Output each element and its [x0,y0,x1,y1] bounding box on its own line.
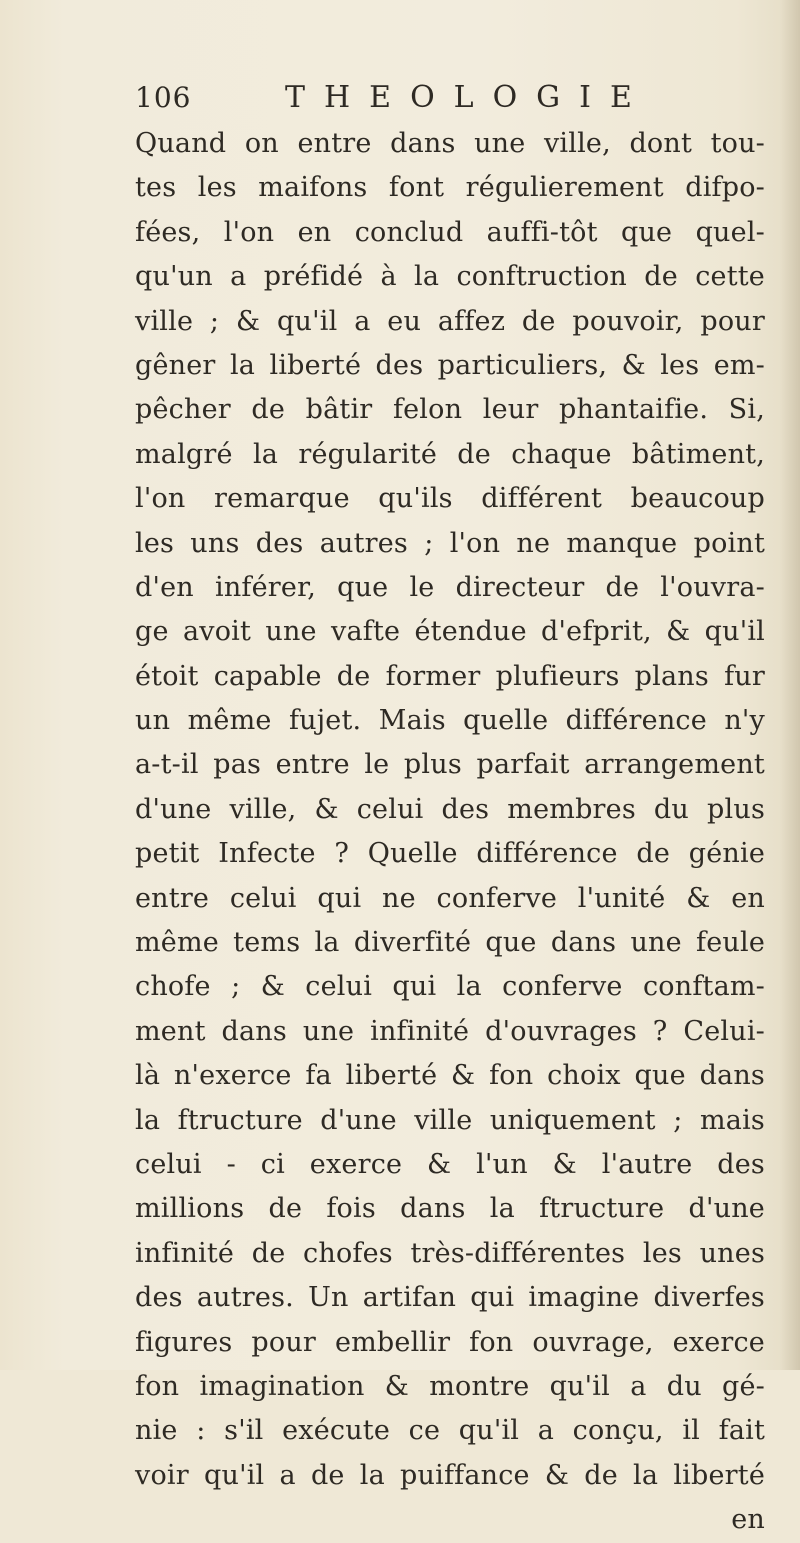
text-line: celui - ci exerce & l'un & l'autre des [135,1148,765,1180]
text-line: millions de fois dans la ftructure d'une [135,1193,765,1225]
text-line: petit Infecte ? Quelle différence de génie [135,838,765,870]
text-line: là n'exerce fa liberté & fon choix que dans [135,1060,765,1092]
text-line: un même fujet. Mais quelle différence n'y [135,705,765,737]
text-line: infinité de chofes très-différentes les unes [135,1237,765,1269]
text-line: figures pour embellir fon ouvrage, exerce [135,1326,765,1358]
running-head: THEOLOGIE [285,80,651,115]
text-line: des autres. Un artifan qui imagine diverfes [135,1282,765,1314]
text-line: ge avoit une vafte étendue d'efprit, & qu'il [135,616,765,648]
text-line: malgré la régularité de chaque bâtiment, [135,438,765,470]
text-line: même tems la diverfité que dans une feule [135,927,765,959]
text-line: les uns des autres ; l'on ne manque point [135,527,765,559]
text-line: gêner la liberté des particuliers, & les em- [135,349,765,381]
text-line: ment dans une infinité d'ouvrages ? Celui- [135,1015,765,1047]
text-line: qu'un a préfidé à la conftruction de cette [135,261,765,293]
page-edge-shadow [780,0,800,1370]
text-line: étoit capable de former plufieurs plans fur [135,660,765,692]
text-line: a-t-il pas entre le plus parfait arrangement [135,749,765,781]
text-line: d'en inférer, que le directeur de l'ouvra- [135,571,765,603]
catchword: en [731,1504,765,1536]
text-line: ville ; & qu'il a eu affez de pouvoir, pour [135,305,765,337]
text-line: d'une ville, & celui des membres du plus [135,793,765,825]
text-line: nie : s'il exécute ce qu'il a conçu, il fait [135,1415,765,1447]
page-header [135,78,655,118]
text-line: l'on remarque qu'ils différent beaucoup [135,483,765,515]
text-line: fon imagination & montre qu'il a du gé- [135,1370,765,1402]
page-number: 106 [135,81,192,114]
text-line: pêcher de bâtir felon leur phantaifie. Si, [135,394,765,426]
text-line: voir qu'il a de la puiffance & de la liberté [135,1459,765,1491]
text-line: Quand on entre dans une ville, dont tou- [135,128,765,159]
body-text [135,122,765,1543]
text-line: chofe ; & celui qui la conferve conftam- [135,971,765,1003]
text-line: tes les maifons font régulierement difpo- [135,172,765,204]
text-line: la ftructure d'une ville uniquement ; mais [135,1104,765,1136]
text-line: entre celui qui ne conferve l'unité & en [135,882,765,914]
text-line: fées, l'on en conclud auffi-tôt que quel- [135,216,765,248]
